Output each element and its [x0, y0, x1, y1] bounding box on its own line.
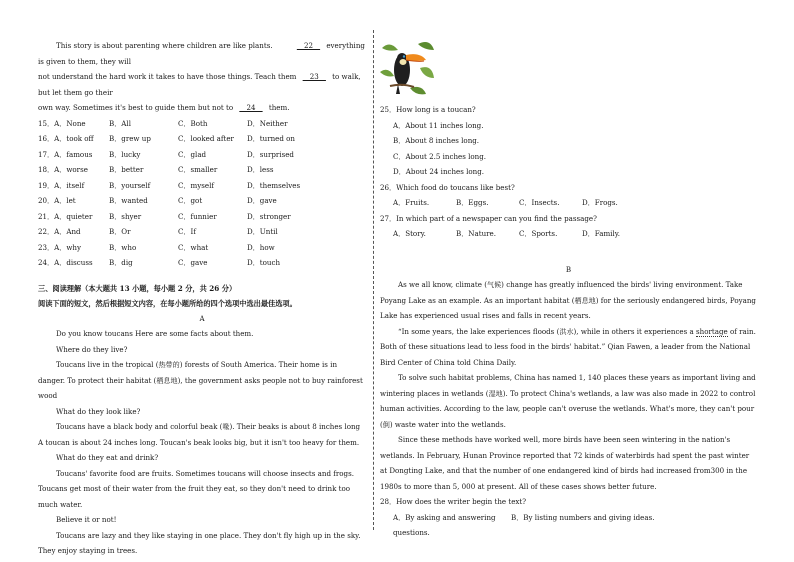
option-d: D．less — [247, 165, 274, 174]
option-c: C．smaller — [178, 165, 218, 174]
q26-option-a: A．Fruits. — [393, 198, 430, 207]
option-b: B．better — [109, 165, 144, 174]
option-c: C．gave — [178, 258, 208, 267]
passage-b-label: B — [565, 264, 572, 274]
option-row — [38, 240, 366, 256]
option-row — [38, 193, 366, 209]
passage-a-paragraph: Toucans have a black body and colorful beak (喙). Their beaks is about 8 inches long A toucan is about 24 inches long. Toucan's beak looks big, but it isn't too heavy for them. — [38, 422, 361, 447]
option-c: C．myself — [178, 180, 214, 190]
right-column — [380, 102, 757, 541]
option-a: A．famous — [54, 149, 93, 159]
option-b: B．wanted — [109, 196, 148, 205]
option-c: C．glad — [178, 149, 207, 159]
option-d: D．stronger — [247, 211, 291, 221]
section-instructions: 阅读下面的短文，然后根据短文内容，在每小题所给的四个选项中选出最佳选项。 — [38, 298, 297, 308]
dotted-keyword: shortage — [696, 326, 728, 336]
left-column — [38, 38, 366, 559]
cloze-text: them. — [266, 103, 290, 112]
option-row — [38, 209, 366, 225]
option-b: B．who — [109, 242, 137, 252]
blank-22: __22__ — [296, 41, 321, 50]
question-28: 28．How does the writer begin the text? — [380, 497, 527, 506]
option-a: A．took off — [54, 134, 94, 143]
option-a: A．And — [54, 227, 81, 236]
option-a: A．let — [54, 196, 76, 205]
option-a: A．None — [54, 118, 86, 128]
option-b: B．All — [109, 118, 131, 128]
option-a: A．discuss — [54, 258, 93, 267]
question-27: 27．In which part of a newspaper can you find the passage? — [380, 213, 597, 223]
passage-a-paragraph: Toucans' favorite food are fruits. Sometimes toucans will choose insects and frogs. Toucans get most of their water from the fruit they eat, so they don't need to drink too much water. — [38, 468, 354, 509]
passage-text: of rain. Both of these situations lead to less food in the birds' habitat.” Qian Fawen, a leader from the National Bird Center of China told China Daily. — [380, 326, 756, 367]
q28-options — [380, 510, 757, 541]
question-26: 26．Which food do toucans like best? — [380, 182, 515, 192]
q26-option-b: B．Eggs. — [456, 198, 489, 207]
option-row — [38, 178, 366, 194]
options-list — [38, 116, 366, 271]
q25-option-b: B．About 8 inches long. — [393, 136, 480, 145]
q27-option-d: D．Family. — [582, 229, 621, 238]
question-25: 25．How long is a toucan? — [380, 105, 476, 114]
cloze-text: not understand the hard work it takes to have those things. Teach them — [38, 72, 299, 81]
q-number: 16． — [38, 134, 55, 143]
option-row — [38, 147, 366, 163]
option-d: D．how — [247, 242, 275, 252]
option-a: A．itself — [54, 180, 85, 190]
q28-option-b: B．By listing numbers and giving ideas. — [511, 512, 655, 522]
passage-b-paragraph-3: To solve such habitat problems, China has named 1, 140 places these years as important living and wintering places in wetlands (湿地). To protect China's wetlands, a law was also made in 2022 to control human activities. According to the law, people can't overuse the wetlands. What's more, they can't pour (倒) waste water into the wetlands. — [380, 373, 756, 429]
option-c: C．looked after — [178, 134, 234, 143]
passage-b-paragraph-4: Since these methods have worked well, more birds have been seen wintering in the nation's wetlands. In February, Hunan Province reported that 72 kinds of waterbirds had spent the past winter at Dongting Lake, and that the number of one endangered kind of birds had increased from300 in the 1980s to more than 5, 000 at present. All of these cases shows better future. — [380, 435, 750, 491]
cloze-text: This story is about parenting where children are like plants. — [56, 41, 275, 50]
cloze-text: everything is given to them, they will — [38, 41, 365, 66]
passage-text: “In some years, the lake experiences floods (洪水), while in others it experiences a — [398, 326, 696, 336]
q-number: 15． — [38, 118, 55, 128]
q25-option-c: C．About 2.5 inches long. — [393, 151, 487, 161]
blank-23: __23__ — [302, 72, 326, 81]
option-a: A．quieter — [54, 211, 93, 221]
option-b: B．shyer — [109, 211, 142, 221]
option-b: B．yourself — [109, 180, 151, 190]
option-row — [38, 116, 366, 132]
q28-option-a: A．By asking and answering questions. — [393, 512, 496, 537]
passage-a-label: A — [199, 313, 205, 323]
option-row — [38, 162, 366, 178]
option-b: B．lucky — [109, 149, 141, 159]
q27-option-c: C．Sports. — [519, 229, 558, 238]
q26-option-c: C．Insects. — [519, 198, 560, 207]
option-c: C．Both — [178, 118, 208, 128]
passage-a-heading: What do they look like? — [56, 406, 141, 416]
option-c: C．If — [178, 227, 196, 236]
q27-option-a: A．Story. — [393, 229, 426, 238]
passage-a-heading: Believe it or not! — [56, 515, 117, 524]
q25-option-d: D．About 24 inches long. — [393, 167, 485, 176]
passage-a-paragraph: Toucans are lazy and they like staying in one place. They don't fly high up in the sky. They enjoy staying in trees. — [38, 530, 361, 555]
option-c: C．what — [178, 242, 209, 252]
q-number: 18． — [38, 165, 55, 174]
option-row — [38, 224, 366, 240]
q-number: 24． — [38, 258, 55, 267]
column-divider — [373, 30, 374, 530]
passage-a-paragraph: Do you know toucans Here are some facts about them. — [56, 329, 254, 338]
q-number: 17． — [38, 149, 55, 159]
section-title: 三、阅读理解（本大题共 13 小题，每小题 2 分，共 26 分） — [38, 283, 237, 293]
q25-option-a: A．About 11 inches long. — [393, 120, 484, 130]
passage-b-paragraph-2 — [380, 324, 757, 371]
cloze-text: to walk, but let them go their — [38, 72, 361, 97]
q26-option-d: D．Frogs. — [582, 198, 618, 207]
q-number: 22． — [38, 227, 55, 236]
q-number: 20． — [38, 196, 55, 205]
option-d: D．turned on — [247, 134, 295, 143]
toucan-illustration-icon — [380, 38, 435, 96]
q27-options — [380, 226, 757, 242]
passage-a-paragraph: Toucans live in the tropical (热带的) forests of South America. Their home is in danger. To protect their habitat (栖息地), the government asks people not to buy rainforest wood — [38, 360, 363, 400]
blank-24: __24__ — [239, 103, 263, 112]
q27-option-b: B．Nature. — [456, 229, 497, 238]
option-d: D．themselves — [247, 180, 301, 190]
q-number: 23． — [38, 242, 55, 252]
option-a: A．why — [54, 242, 81, 252]
option-a: A．worse — [54, 165, 88, 174]
option-b: B．grew up — [109, 134, 151, 143]
cloze-line-3 — [38, 100, 366, 116]
option-d: D．surprised — [247, 149, 294, 159]
q-number: 21． — [38, 211, 55, 221]
q-number: 19． — [38, 180, 55, 190]
option-d: D．Neither — [247, 118, 288, 128]
passage-b-paragraph-1: As we all know, climate (气候) change has greatly influenced the birds' living environment. Take Poyang Lake as an example. As an important habitat (栖息地) for the seriously endangered birds, Poyang Lake has experienced usual rises and falls in recent years. — [380, 280, 756, 320]
cloze-line-1 — [38, 38, 366, 69]
q26-options — [380, 195, 757, 211]
option-c: C．got — [178, 196, 203, 205]
option-b: B．dig — [109, 258, 133, 267]
passage-a-heading: What do they eat and drink? — [56, 453, 159, 462]
option-b: B．Or — [109, 227, 131, 236]
option-row — [38, 131, 366, 147]
option-d: D．Until — [247, 227, 278, 236]
option-d: D．touch — [247, 258, 281, 267]
option-row — [38, 255, 366, 271]
option-c: C．funnier — [178, 211, 217, 221]
passage-a-heading: Where do they live? — [56, 344, 128, 354]
option-d: D．gave — [247, 196, 277, 205]
cloze-text: own way. Sometimes it's best to guide them but not to — [38, 103, 236, 112]
cloze-line-2 — [38, 69, 366, 100]
